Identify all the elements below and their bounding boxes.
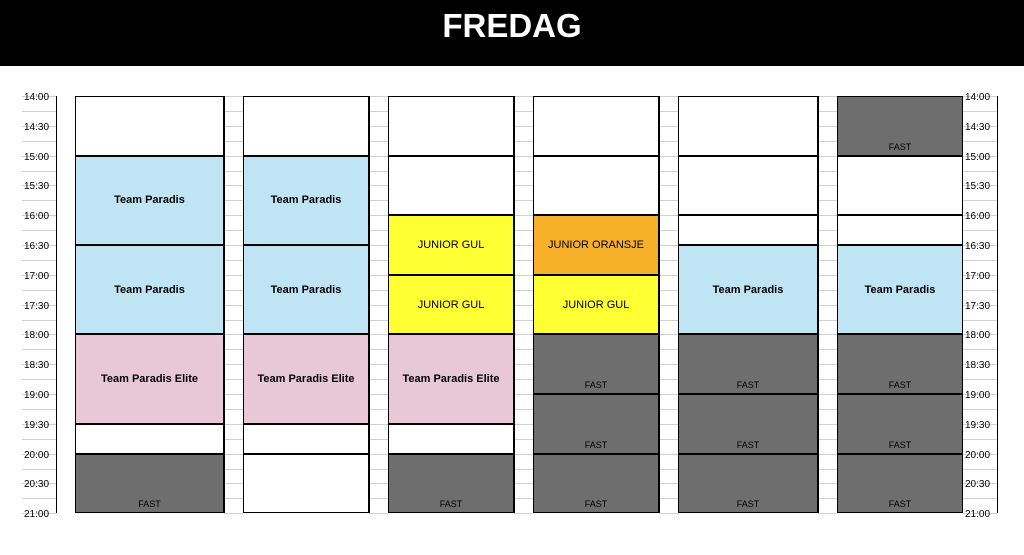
grid-line xyxy=(514,96,533,97)
grid-line xyxy=(369,469,388,470)
grid-line xyxy=(963,260,997,261)
grid-line xyxy=(514,200,533,201)
time-label: 15:00 xyxy=(24,151,50,163)
time-label: 17:30 xyxy=(24,300,50,312)
grid-line xyxy=(224,185,243,186)
grid-line xyxy=(224,305,243,306)
grid-line xyxy=(224,245,243,246)
grid-line xyxy=(22,379,56,380)
empty-slot xyxy=(243,96,369,156)
grid-line xyxy=(514,260,533,261)
grid-line xyxy=(224,260,243,261)
blocked-slot: FAST xyxy=(533,394,659,454)
grid-line xyxy=(369,245,388,246)
grid-line xyxy=(22,320,56,321)
grid-line xyxy=(514,513,533,514)
blocked-slot: FAST xyxy=(837,334,963,394)
grid-line xyxy=(818,245,837,246)
grid-line xyxy=(659,394,678,395)
time-label: 15:30 xyxy=(24,181,50,193)
grid-line xyxy=(514,498,533,499)
grid-line xyxy=(514,96,515,513)
grid-line xyxy=(224,96,225,513)
grid-line xyxy=(514,469,533,470)
time-label: 14:00 xyxy=(24,92,50,103)
grid-line xyxy=(514,305,533,306)
time-label: 20:30 xyxy=(965,479,991,491)
grid-line xyxy=(369,156,388,157)
grid-line xyxy=(369,424,388,425)
grid-line xyxy=(818,379,837,380)
grid-line xyxy=(659,334,678,335)
empty-slot xyxy=(388,424,514,454)
grid-line xyxy=(22,141,56,142)
grid-line xyxy=(369,320,388,321)
grid-line xyxy=(818,156,837,157)
grid-line xyxy=(224,111,243,112)
grid-line xyxy=(369,111,388,112)
grid-line xyxy=(818,305,837,306)
grid-line xyxy=(224,379,243,380)
grid-line xyxy=(514,171,533,172)
empty-slot xyxy=(388,96,514,156)
grid-line xyxy=(659,305,678,306)
time-label: 20:30 xyxy=(24,479,50,491)
session-block[interactable]: JUNIOR GUL xyxy=(388,215,514,275)
grid-line xyxy=(659,260,678,261)
grid-line xyxy=(659,439,678,440)
grid-line xyxy=(369,96,388,97)
time-label: 19:30 xyxy=(24,419,50,431)
grid-line xyxy=(224,394,243,395)
grid-line xyxy=(818,260,837,261)
grid-line xyxy=(514,111,533,112)
grid-line xyxy=(22,439,56,440)
grid-line xyxy=(224,96,243,97)
grid-line xyxy=(659,513,678,514)
grid-line xyxy=(659,275,678,276)
grid-line xyxy=(818,513,837,514)
time-label: 16:30 xyxy=(965,241,991,252)
grid-line xyxy=(369,334,388,335)
grid-line xyxy=(963,349,997,350)
grid-line xyxy=(369,483,388,484)
grid-line xyxy=(514,185,533,186)
grid-line xyxy=(659,364,678,365)
time-label: 21:00 xyxy=(24,509,50,521)
grid-line xyxy=(22,349,56,350)
grid-line xyxy=(659,185,678,186)
session-block[interactable]: JUNIOR GUL xyxy=(388,275,514,335)
grid-line xyxy=(514,424,533,425)
grid-line xyxy=(659,141,678,142)
grid-line xyxy=(659,498,678,499)
session-block[interactable]: JUNIOR GUL xyxy=(533,275,659,335)
grid-line xyxy=(818,424,837,425)
grid-line xyxy=(369,439,388,440)
grid-line xyxy=(963,469,997,470)
grid-line xyxy=(818,111,837,112)
grid-line xyxy=(369,275,388,276)
grid-line xyxy=(818,126,837,127)
grid-line xyxy=(963,498,997,499)
time-label: 19:00 xyxy=(24,390,50,401)
grid-line xyxy=(224,409,243,410)
grid-line xyxy=(224,171,243,172)
grid-line xyxy=(659,200,678,201)
grid-line xyxy=(659,379,678,380)
grid-line xyxy=(659,409,678,410)
session-block[interactable]: Team Paradis xyxy=(678,245,818,334)
grid-line xyxy=(963,141,997,142)
grid-line xyxy=(818,290,837,291)
grid-line xyxy=(369,379,388,380)
blocked-slot: FAST xyxy=(388,454,514,514)
grid-line xyxy=(369,394,388,395)
grid-line xyxy=(224,334,243,335)
empty-slot xyxy=(678,215,818,245)
time-label: 16:00 xyxy=(965,211,991,223)
grid-line xyxy=(659,171,678,172)
grid-line xyxy=(818,483,837,484)
grid-line xyxy=(224,469,243,470)
grid-line xyxy=(224,215,243,216)
grid-line xyxy=(224,439,243,440)
session-block[interactable]: Team Paradis xyxy=(243,245,369,334)
grid-line xyxy=(369,200,388,201)
grid-line xyxy=(963,290,997,291)
time-label: 17:00 xyxy=(965,270,991,282)
grid-line xyxy=(818,96,819,513)
grid-line xyxy=(22,409,56,410)
grid-line xyxy=(369,96,370,513)
blocked-slot: FAST xyxy=(837,394,963,454)
grid-line xyxy=(514,156,533,157)
grid-line xyxy=(818,320,837,321)
time-label: 18:30 xyxy=(965,360,991,372)
session-block[interactable]: JUNIOR ORANSJE xyxy=(533,215,659,275)
time-label: 15:30 xyxy=(965,181,991,193)
grid-line xyxy=(659,320,678,321)
grid-line xyxy=(514,454,533,455)
empty-slot xyxy=(75,424,224,454)
time-label: 17:00 xyxy=(24,270,50,282)
grid-line xyxy=(963,111,997,112)
session-block[interactable]: Team Paradis xyxy=(75,156,224,245)
grid-line xyxy=(514,409,533,410)
grid-line xyxy=(963,320,997,321)
grid-line xyxy=(369,290,388,291)
session-block[interactable]: Team Paradis Elite xyxy=(243,334,369,423)
grid-line xyxy=(224,483,243,484)
grid-line xyxy=(369,349,388,350)
grid-line xyxy=(369,498,388,499)
grid-line xyxy=(818,349,837,350)
grid-line xyxy=(659,454,678,455)
time-label: 14:30 xyxy=(24,121,50,133)
grid-line xyxy=(224,126,243,127)
grid-line xyxy=(514,320,533,321)
grid-line xyxy=(514,439,533,440)
blocked-slot: FAST xyxy=(837,96,963,156)
empty-slot xyxy=(837,215,963,245)
time-label: 15:00 xyxy=(965,151,991,163)
empty-slot xyxy=(533,96,659,156)
grid-line xyxy=(369,513,388,514)
grid-line xyxy=(818,498,837,499)
grid-line xyxy=(514,275,533,276)
grid-line xyxy=(22,230,56,231)
grid-line xyxy=(224,454,243,455)
session-block[interactable]: Team Paradis xyxy=(837,245,963,334)
grid-line xyxy=(659,111,678,112)
grid-line xyxy=(224,275,243,276)
grid-line xyxy=(659,483,678,484)
grid-line xyxy=(818,141,837,142)
grid-line xyxy=(369,215,388,216)
grid-line xyxy=(22,290,56,291)
grid-line xyxy=(818,171,837,172)
blocked-slot: FAST xyxy=(678,454,818,514)
empty-slot xyxy=(837,156,963,216)
session-block[interactable]: Team Paradis Elite xyxy=(388,334,514,423)
empty-slot xyxy=(243,454,369,514)
grid-line xyxy=(818,454,837,455)
time-label: 16:30 xyxy=(24,241,50,252)
grid-line xyxy=(963,230,997,231)
grid-line xyxy=(369,171,388,172)
grid-line xyxy=(659,230,678,231)
blocked-slot: FAST xyxy=(678,334,818,394)
grid-line xyxy=(963,409,997,410)
grid-line xyxy=(514,141,533,142)
empty-slot xyxy=(533,156,659,216)
grid-line xyxy=(818,439,837,440)
grid-line xyxy=(224,230,243,231)
blocked-slot: FAST xyxy=(533,334,659,394)
grid-line xyxy=(514,379,533,380)
grid-line xyxy=(659,290,678,291)
grid-line xyxy=(659,469,678,470)
grid-line xyxy=(963,379,997,380)
time-label: 18:00 xyxy=(965,330,991,342)
grid-line xyxy=(818,275,837,276)
grid-line xyxy=(369,260,388,261)
grid-line xyxy=(369,230,388,231)
grid-line xyxy=(818,215,837,216)
grid-line xyxy=(369,364,388,365)
grid-line xyxy=(514,215,533,216)
grid-line xyxy=(514,364,533,365)
grid-line xyxy=(224,424,243,425)
blocked-slot: FAST xyxy=(678,394,818,454)
grid-line xyxy=(659,349,678,350)
grid-line xyxy=(514,483,533,484)
session-block[interactable]: Team Paradis Elite xyxy=(75,334,224,423)
grid-line xyxy=(659,96,660,513)
time-label: 14:30 xyxy=(965,121,991,133)
grid-line xyxy=(997,96,998,513)
grid-line xyxy=(22,260,56,261)
grid-line xyxy=(22,498,56,499)
grid-line xyxy=(22,111,56,112)
grid-line xyxy=(224,320,243,321)
grid-line xyxy=(963,439,997,440)
grid-line xyxy=(224,364,243,365)
grid-line xyxy=(818,469,837,470)
grid-line xyxy=(818,394,837,395)
time-label: 19:00 xyxy=(965,390,991,401)
empty-slot xyxy=(678,156,818,216)
page-title: FREDAG xyxy=(0,0,1024,66)
time-label: 14:00 xyxy=(965,92,991,103)
time-label: 19:30 xyxy=(965,419,991,431)
grid-line xyxy=(369,141,388,142)
grid-line xyxy=(818,409,837,410)
grid-line xyxy=(56,96,57,513)
session-block[interactable]: Team Paradis xyxy=(243,156,369,245)
grid-line xyxy=(659,215,678,216)
grid-line xyxy=(369,409,388,410)
grid-line xyxy=(514,245,533,246)
grid-line xyxy=(818,334,837,335)
time-label: 18:00 xyxy=(24,330,50,342)
grid-line xyxy=(659,156,678,157)
empty-slot xyxy=(243,424,369,454)
session-block[interactable]: Team Paradis xyxy=(75,245,224,334)
grid-line xyxy=(22,171,56,172)
grid-line xyxy=(224,349,243,350)
grid-line xyxy=(514,334,533,335)
blocked-slot: FAST xyxy=(533,454,659,514)
grid-line xyxy=(963,171,997,172)
grid-line xyxy=(514,394,533,395)
grid-line xyxy=(963,200,997,201)
grid-line xyxy=(224,200,243,201)
grid-line xyxy=(818,96,837,97)
time-label: 20:00 xyxy=(24,449,50,461)
grid-line xyxy=(659,245,678,246)
grid-line xyxy=(369,305,388,306)
grid-line xyxy=(369,126,388,127)
grid-line xyxy=(818,185,837,186)
grid-line xyxy=(22,469,56,470)
grid-line xyxy=(224,290,243,291)
grid-line xyxy=(514,230,533,231)
grid-line xyxy=(224,498,243,499)
grid-line xyxy=(818,230,837,231)
grid-line xyxy=(224,513,243,514)
empty-slot xyxy=(388,156,514,216)
grid-line xyxy=(659,126,678,127)
grid-line xyxy=(514,290,533,291)
grid-line xyxy=(22,200,56,201)
time-label: 21:00 xyxy=(965,509,991,521)
time-label: 18:30 xyxy=(24,360,50,372)
grid-line xyxy=(224,156,243,157)
time-label: 20:00 xyxy=(965,449,991,461)
grid-line xyxy=(818,364,837,365)
time-label: 16:00 xyxy=(24,211,50,223)
grid-line xyxy=(369,185,388,186)
grid-line xyxy=(224,141,243,142)
empty-slot xyxy=(75,96,224,156)
grid-line xyxy=(514,349,533,350)
blocked-slot: FAST xyxy=(837,454,963,514)
grid-line xyxy=(659,424,678,425)
grid-line xyxy=(818,200,837,201)
empty-slot xyxy=(678,96,818,156)
grid-line xyxy=(659,96,678,97)
grid-line xyxy=(369,454,388,455)
blocked-slot: FAST xyxy=(75,454,224,514)
time-label: 17:30 xyxy=(965,300,991,312)
grid-line xyxy=(514,126,533,127)
